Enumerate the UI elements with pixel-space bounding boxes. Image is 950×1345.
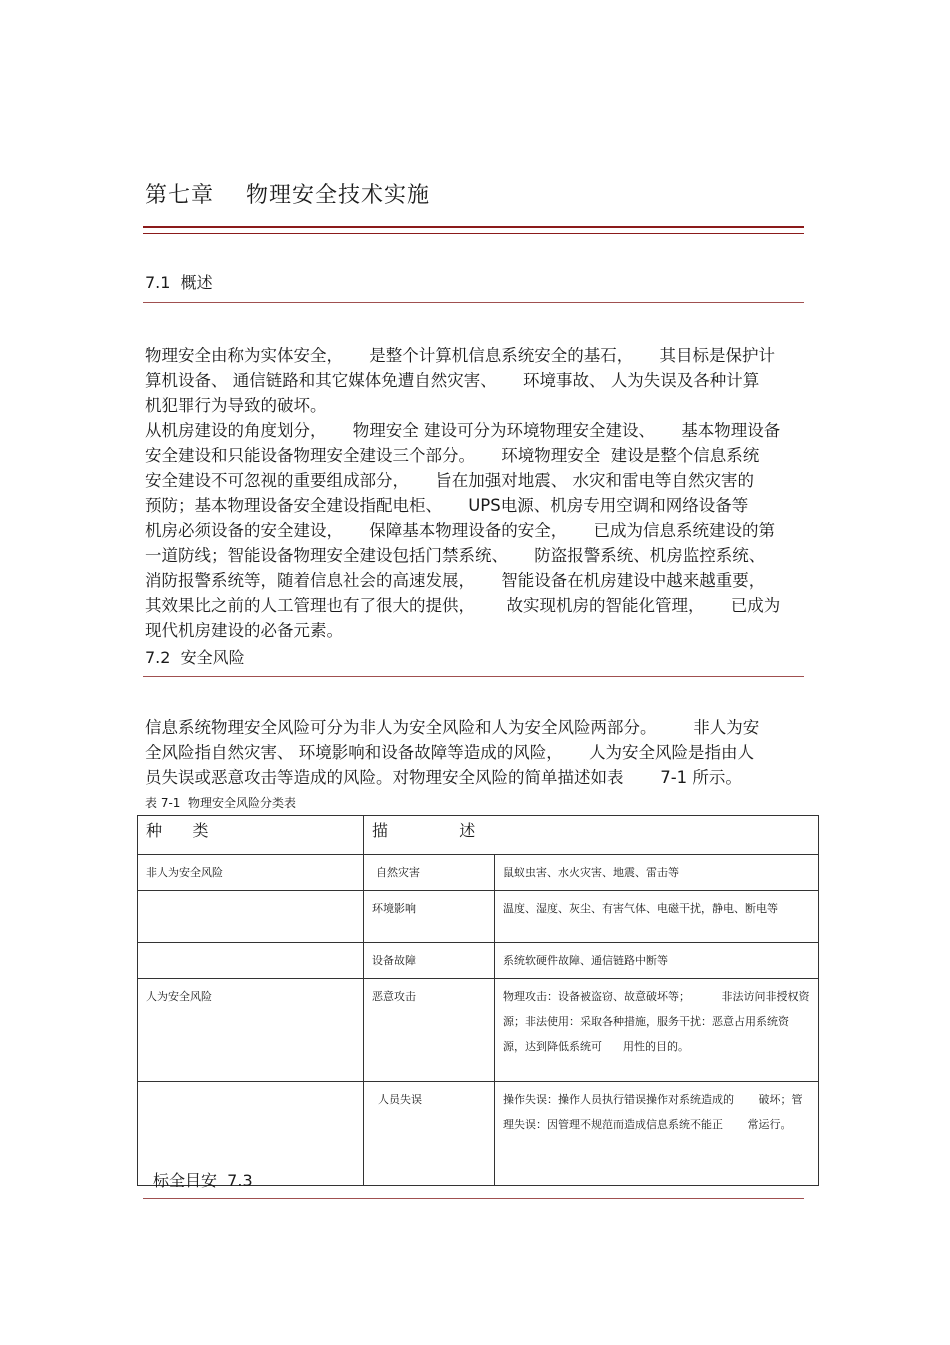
section-divider-7-2 — [143, 676, 804, 677]
paragraph-line: 全风险指自然灾害、 环境影响和设备故障等造成的风险， 人为安全风险是指由人 — [145, 743, 754, 762]
table-row — [138, 979, 819, 1082]
table-row — [138, 855, 819, 891]
section-divider-7-1 — [143, 302, 804, 303]
cell-category: 非人为安全风险 — [138, 855, 364, 891]
table-caption: 表 7-1 物理安全风险分类表 — [145, 796, 297, 810]
risk-table — [137, 815, 819, 1186]
cell-description: 温度、湿度、灰尘、有害气体、电磁干扰，静电、断电等 — [495, 891, 819, 943]
header-description: 描 述 — [364, 816, 819, 855]
paragraph-line: 预防；基本物理设备安全建设指配电柜、 UPS电源、机房专用空调和网络设备等 — [145, 496, 749, 515]
paragraph-line: 机犯罪行为导致的破坏。 — [145, 396, 327, 415]
cell-category: 人为安全风险 — [138, 979, 364, 1082]
paragraph-line: 物理安全由称为实体安全， 是整个计算机信息系统安全的基石， 其目标是保护计 — [145, 346, 775, 365]
table-row — [138, 943, 819, 979]
paragraph-line: 信息系统物理安全风险可分为非人为安全风险和人为安全风险两部分。 非人为安 — [145, 718, 760, 737]
paragraph-line: 算机设备、 通信链路和其它媒体免遭自然灾害、 环境事故、 人为失误及各种计算 — [145, 371, 760, 390]
section-title-7-3: 标全目安 7.3 — [153, 1171, 253, 1190]
cell-category — [138, 943, 364, 979]
cell-description: 鼠蚁虫害、水火灾害、地震、雷击等 — [495, 855, 819, 891]
cell-description: 物理攻击：设备被盗窃、故意破坏等； 非法访问非授权资源；非法使用：采取各种措施，服务干扰：恶意占用系统资源，达到降低系统可 用性的目的。 — [495, 979, 819, 1082]
cell-type: 环境影响 — [364, 891, 495, 943]
paragraph-line: 安全建设和只能设备物理安全建设三个部分。 环境物理安全 建设是整个信息系统 — [145, 446, 760, 465]
cell-type: 自然灾害 — [364, 855, 495, 891]
cell-description: 系统软硬件故障、通信链路中断等 — [495, 943, 819, 979]
section-divider-7-3 — [143, 1198, 804, 1199]
chapter-title: 第七章 物理安全技术实施 — [145, 183, 430, 208]
table-row — [138, 891, 819, 943]
section-title-7-1: 7.1 概述 — [145, 273, 213, 292]
cell-category — [138, 891, 364, 943]
header-category: 种 类 — [138, 816, 364, 855]
cell-type: 恶意攻击 — [364, 979, 495, 1082]
paragraph-line: 消防报警系统等，随着信息社会的高速发展， 智能设备在机房建设中越来越重要， — [145, 571, 766, 590]
paragraph-line: 员失误或恶意攻击等造成的风险。对物理安全风险的简单描述如表 7-1 所示。 — [145, 768, 742, 787]
paragraph-line: 安全建设不可忽视的重要组成部分， 旨在加强对地震、 水灾和雷电等自然灾害的 — [145, 471, 754, 490]
risk-paragraph — [145, 715, 805, 790]
cell-description: 操作失误：操作人员执行错误操作对系统造成的 破坏；管理失误：因管理不规范而造成信息系统不能正 常运行。 — [495, 1082, 819, 1186]
section-title-7-2: 7.2 安全风险 — [145, 648, 245, 667]
paragraph-line: 机房必须设备的安全建设， 保障基本物理设备的安全， 已成为信息系统建设的第 — [145, 521, 775, 540]
cell-type: 设备故障 — [364, 943, 495, 979]
paragraph-line: 从机房建设的角度划分， 物理安全 建设可分为环境物理安全建设、 基本物理设备 — [145, 421, 781, 440]
paragraph-line: 一道防线；智能设备物理安全建设包括门禁系统、 防盗报警系统、机房监控系统、 — [145, 546, 766, 565]
cell-type: 人员失误 — [364, 1082, 495, 1186]
overview-paragraph — [145, 343, 805, 643]
table-header-row — [138, 816, 819, 855]
chapter-divider — [143, 226, 804, 234]
paragraph-line: 其效果比之前的人工管理也有了很大的提供， 故实现机房的智能化管理， 已成为 — [145, 596, 781, 615]
paragraph-line: 现代机房建设的必备元素。 — [145, 621, 343, 640]
